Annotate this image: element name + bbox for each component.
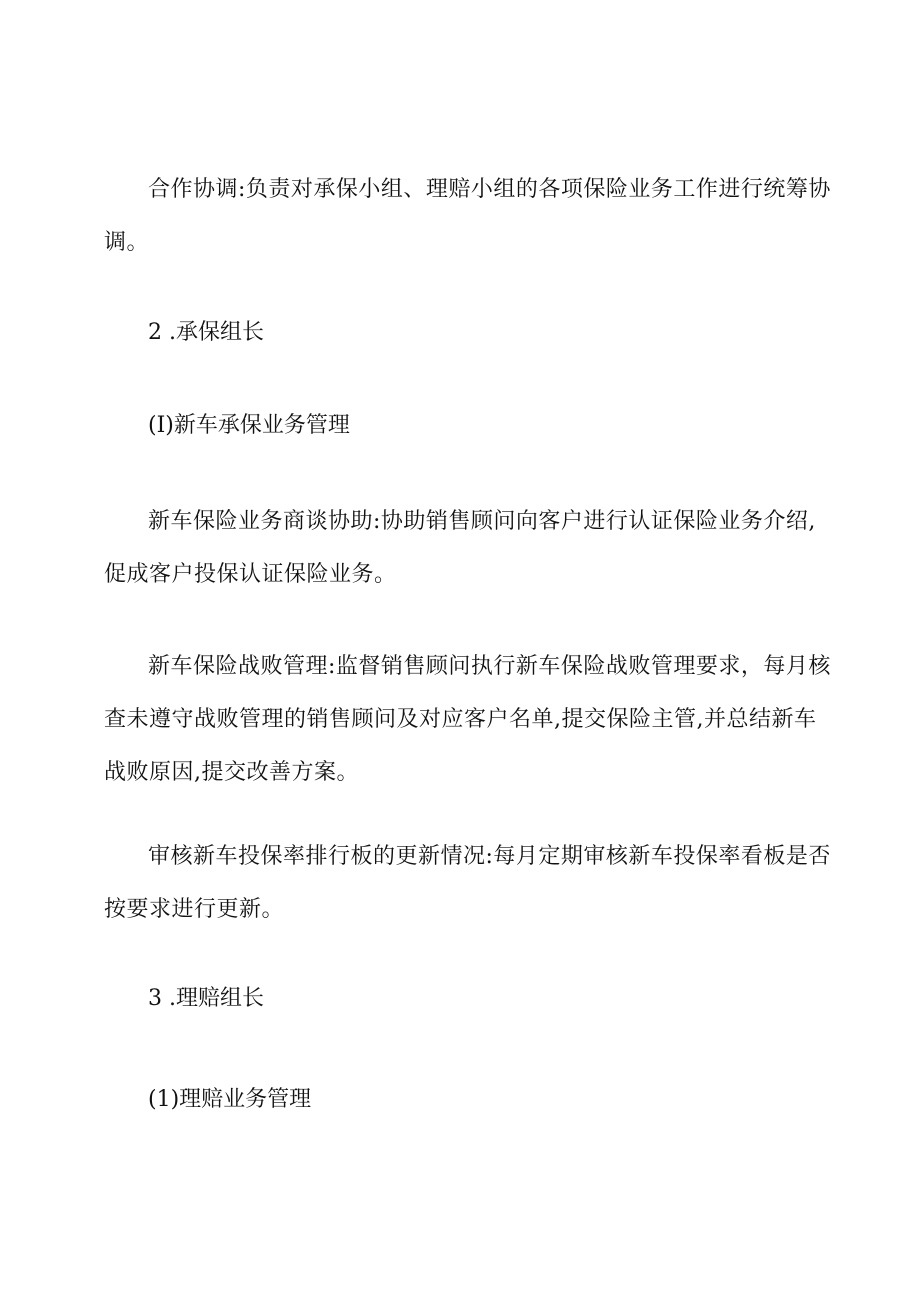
section-heading-claims-lead: 3 .理赔组长 bbox=[148, 986, 264, 1011]
paragraph-line: 促成客户投保认证保险业务。 bbox=[104, 562, 397, 587]
paragraph-line: 审核新车投保率排行板的更新情况:每月定期审核新车投保率看板是否 bbox=[148, 844, 831, 869]
paragraph-line: 查未遵守战败管理的销售顾问及对应客户名单,提交保险主管,并总结新车 bbox=[104, 707, 817, 732]
subsection-heading-new-car-underwriting: (I)新车承保业务管理 bbox=[148, 413, 350, 438]
paragraph-coordination bbox=[104, 163, 831, 269]
paragraph-line: 战败原因,提交改善方案。 bbox=[104, 760, 359, 785]
paragraph-line: 按要求进行更新。 bbox=[104, 897, 285, 922]
paragraph-line: 新车保险战败管理:监督销售顾问执行新车保险战败管理要求，每月核 bbox=[148, 654, 831, 679]
subsection-heading-claims-management: (1)理赔业务管理 bbox=[148, 1087, 312, 1112]
paragraph-line: 调。 bbox=[104, 230, 150, 255]
paragraph-new-car-negotiation bbox=[104, 495, 816, 601]
paragraph-ranking-board-review bbox=[104, 830, 831, 936]
paragraph-line: 新车保险业务商谈协助:协助销售顾问向客户进行认证保险业务介绍, bbox=[148, 509, 816, 534]
section-heading-underwriting-lead: 2 .承保组长 bbox=[148, 320, 264, 345]
paragraph-new-car-defeat-management bbox=[104, 640, 831, 799]
paragraph-line: 合作协调:负责对承保小组、理赔小组的各项保险业务工作进行统筹协 bbox=[148, 177, 831, 202]
